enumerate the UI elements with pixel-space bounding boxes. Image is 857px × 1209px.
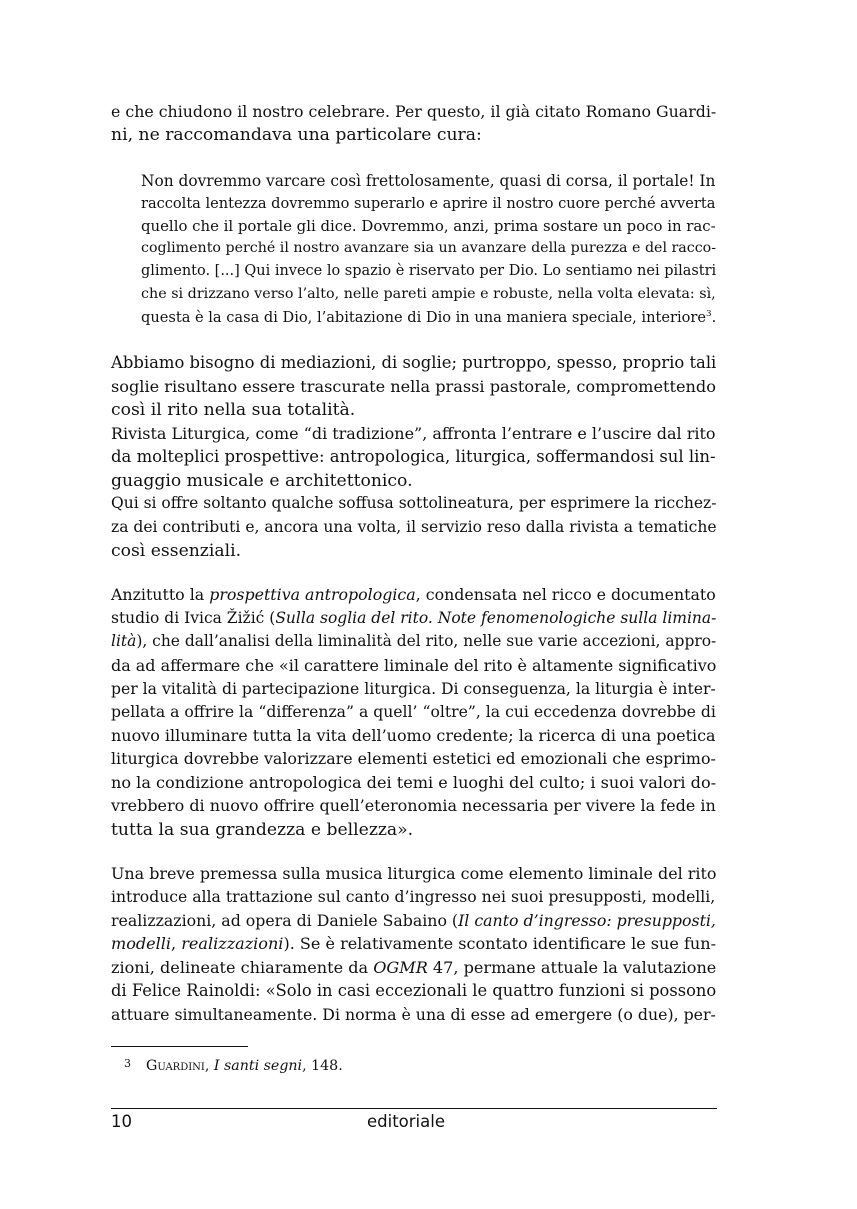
p3-line-2 [111,609,716,627]
p2-line-2: soglie risultano essere trascurate nella prassi pastorale, compromettendo [111,377,716,396]
p3-line-6: pellata a offrire la “differenza” a quell’ “oltre”, la cui eccedenza dovrebbe di [111,702,716,721]
p4-line-4 [111,934,716,953]
p2-line-3: così il rito nella sua totalità. [111,400,356,420]
footnote-ref-3[interactable]: 3 [705,309,712,320]
p4-line-2: introduce alla trattazione sul canto d’ingresso nei suoi presupposti, modelli, [111,887,716,906]
p2-line-1: Abbiamo bisogno di mediazioni, di soglie; purtroppo, spesso, proprio tali [111,353,717,372]
p3-line-9: no la condizione antropologica dei temi e luoghi del culto; i suoi valori do- [111,773,717,792]
p3-line-11: tutta la sua grandezza e bellezza». [111,820,414,840]
quote-line-2: raccolta lentezza dovremmo superarlo e aprire il nostro cuore perché avverta [141,195,716,212]
p3-line-8: liturgica dovrebbe valorizzare elementi estetici ed emozionali che esprimo- [111,749,716,768]
p3-line-3 [111,632,716,650]
p3-line-10: vrebbero di nuovo offrire quell’eteronomia necessaria per vivere la fede in [111,796,716,815]
intro-line-2: ni, ne raccomandava una particolare cura: [111,125,482,145]
p4-line-5-pre: zioni, delineate chiaramente da [111,958,374,977]
running-head: editoriale [367,1112,445,1131]
p3-line-4: da ad affermare che «il carattere liminale del rito è altamente significativo [111,656,717,675]
p3-line-2-em: Sulla soglia del rito. Note fenomenologiche sulla limina- [275,609,717,627]
p3-line-7: nuovo illuminare tutta la vita dell’uomo credente; la ricerca di una poetica [111,726,716,745]
footnote-text [146,1058,343,1074]
footnote-author: Guardini [146,1058,205,1074]
quote-line-5: glimento. [...] Qui invece lo spazio è riservato per Dio. Lo sentiamo nei pilastri [141,263,717,279]
quote-line-7: questa è la casa di Dio, l’abitazione di Dio in una maniera speciale, interiore$^3$. [141,309,717,326]
quote-line-1: Non dovremmo varcare così frettolosamente, quasi di corsa, il portale! In [141,172,716,190]
footer-rule [111,1108,717,1109]
quote-last-text: questa è la casa di Dio, l’abitazione di Dio in una maniera speciale, interiore [141,309,706,326]
intro-line-1: e che chiudono il nostro celebrare. Per questo, il già citato Romano Guardi- [111,102,717,121]
p4-line-4-em1: modelli [111,934,172,953]
footnote-rest: , 148. [302,1058,343,1074]
footnote-separator [111,1046,248,1047]
page-number: 10 [111,1112,132,1131]
p4-line-3-em: Il canto d’ingresso: presupposti, [458,911,716,930]
p4-line-5-em: OGMR [373,958,428,977]
p3-line-3-post: ), che dall’analisi della liminalità del rito, nelle sue varie accezioni, appro- [136,632,717,650]
footnote-number: 3 [124,1057,131,1070]
footnote-title: I santi segni [213,1058,303,1074]
p3-line-1 [111,585,716,604]
p2-line-8: za dei contributi e, ancora una volta, il servizio reso dalla rivista a tematiche [111,518,717,536]
p4-line-6: di Felice Rainoldi: «Solo in casi eccezionali le quattro funzioni si possono [111,981,717,1000]
quote-line-4: coglimento perché il nostro avanzare sia un avanzare della purezza e del racco- [141,240,717,256]
p4-line-5 [111,958,716,977]
p4-line-3 [111,911,716,930]
p2-line-7: Qui si offre soltanto qualche soffusa sottolineatura, per esprimere la ricchez- [111,494,717,512]
quote-line-6: che si drizzano verso l’alto, nelle pareti ampie e robuste, nella volta elevata: sì, [141,286,716,302]
p2-line-5: da molteplici prospettive: antropologica, liturgica, soffermandosi sul lin- [111,447,716,466]
p3-line-1-pre: Anzitutto la [111,585,210,604]
p4-line-4-sep: , [171,934,182,953]
footnote-sep: , [204,1058,214,1074]
p4-line-4-em2: realizzazioni [181,934,284,953]
p2-line-4: Rivista Liturgica, come “di tradizione”, affronta l’entrare e l’uscire dal rito [111,424,716,443]
p3-line-5: per la vitalità di partecipazione liturgica. Di conseguenza, la liturgia è inter- [111,679,716,698]
p4-line-5-post: 47, permane attuale la valutazione [427,958,717,977]
p4-line-3-pre: realizzazioni, ad opera di Daniele Sabaino ( [111,911,459,930]
p3-line-2-pre: studio di Ivica Žižić ( [111,609,276,627]
p4-line-1: Una breve premessa sulla musica liturgica come elemento liminale del rito [111,864,717,883]
quote-line-3: quello che il portale gli dice. Dovremmo, anzi, prima sostare un poco in rac- [141,217,716,235]
p3-line-1-em: prospettiva antropologica [209,585,416,604]
p4-line-7: attuare simultaneamente. Di norma è una di esse ad emergere (o due), per- [111,1005,716,1024]
p2-line-9: così essenziali. [111,541,242,561]
p3-line-3-em: lità [111,632,137,650]
p4-line-4-post: ). Se è relativamente scontato identificare le sue fun- [283,934,716,953]
p2-line-6: guaggio musicale e architettonico. [111,471,413,491]
p3-line-1-post: , condensata nel ricco e documentato [415,585,716,604]
